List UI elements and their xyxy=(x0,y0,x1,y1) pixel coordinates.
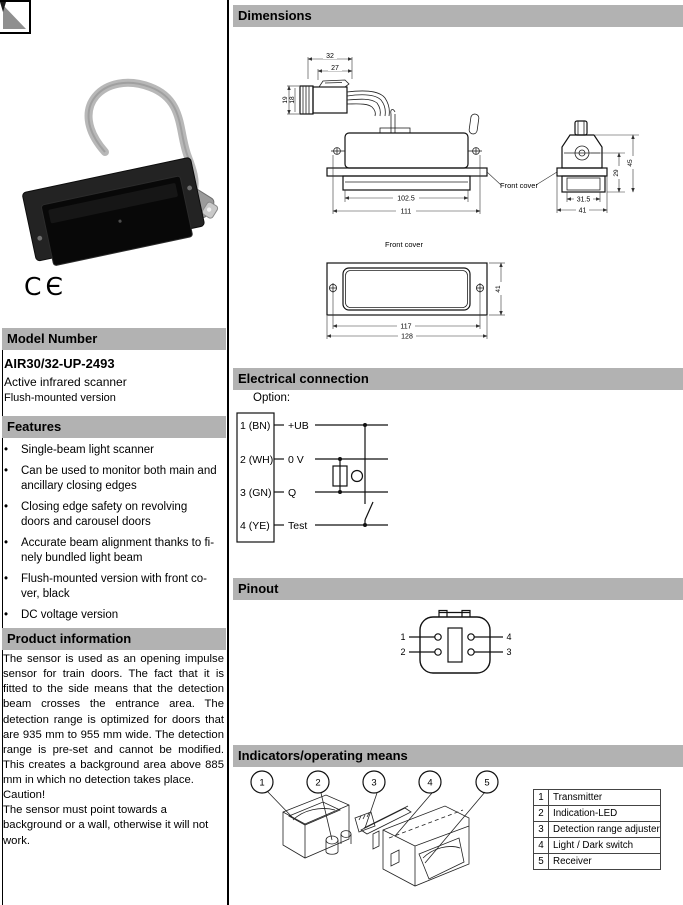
svg-text:0 V: 0 V xyxy=(288,454,304,466)
svg-text:41: 41 xyxy=(495,285,502,293)
front-cover-callout: Front cover xyxy=(500,181,538,190)
svg-text:Test: Test xyxy=(288,520,308,532)
svg-text:1: 1 xyxy=(400,632,406,642)
legend-row: 3 Detection range adjuster xyxy=(534,822,661,838)
lamp-symbol xyxy=(352,471,363,482)
ce-mark: CЄ xyxy=(24,272,67,301)
svg-text:Q: Q xyxy=(288,487,297,499)
product-info-paragraph: The sensor is used as an opening impulse sensor for train doors. The fact that it is fitted to the side means that the detection beam crosses the entrance area. The detection range is optimized for doors that are 935 mm to 955 mm wide. The detection range is pre-set and cannot be modified. This creates a background area above 885 mm in which no detection takes place. xyxy=(3,653,224,786)
front-cover-title: Front cover xyxy=(385,240,423,249)
svg-text:45: 45 xyxy=(627,159,634,167)
electrical-diagram xyxy=(233,408,683,553)
svg-text:18: 18 xyxy=(289,96,296,104)
model-number-header: Model Number xyxy=(2,328,226,350)
model-number-value: AIR30/32-UP-2493 xyxy=(4,356,115,371)
product-info-body xyxy=(3,652,224,849)
wiring xyxy=(315,423,388,527)
dim-front-cover-view xyxy=(327,240,505,341)
model-subtitle: Active infrared scanner xyxy=(4,375,127,389)
feature-item: • DC voltage version xyxy=(4,609,119,622)
product-photo xyxy=(10,52,228,277)
pinout-connector xyxy=(420,611,490,674)
bullet-icon: • xyxy=(4,501,9,514)
svg-text:2: 2 xyxy=(315,777,321,789)
svg-text:3: 3 xyxy=(371,777,377,789)
svg-text:32: 32 xyxy=(326,53,334,60)
product-info-header: Product information xyxy=(2,628,226,650)
switch-symbol xyxy=(365,502,373,520)
sensor-internals-illustration xyxy=(283,795,469,886)
pinout-diagram xyxy=(233,605,683,690)
svg-text:29: 29 xyxy=(613,169,620,177)
indicators-header: Indicators/operating means xyxy=(233,745,683,767)
product-info-note: The sensor must point towards a background or a wall, otherwise it will not work. xyxy=(3,804,209,847)
photo-sensor-body xyxy=(22,157,206,269)
dim-side-view-right xyxy=(557,121,639,215)
product-info-caution: Caution! xyxy=(3,789,46,802)
pinout-header: Pinout xyxy=(233,578,683,600)
feature-item: • Single-beam light scanner xyxy=(4,444,154,456)
svg-text:1: 1 xyxy=(259,777,265,789)
features-header: Features xyxy=(2,416,226,438)
svg-text:19: 19 xyxy=(282,96,289,104)
legend-row: 1 Transmitter xyxy=(534,790,661,806)
svg-text:4 (YE): 4 (YE) xyxy=(240,520,270,532)
svg-text:117: 117 xyxy=(400,323,412,331)
callout-circles xyxy=(251,771,498,793)
svg-text:41: 41 xyxy=(578,207,587,215)
dim-front-view xyxy=(327,110,557,216)
svg-text:3: 3 xyxy=(506,647,512,657)
svg-text:27: 27 xyxy=(331,65,339,72)
feature-item: • Closing edge safety on revolving doors and carousel doors xyxy=(4,501,188,528)
svg-text:2: 2 xyxy=(400,647,406,657)
feature-item: • Accurate beam alignment thanks to fi- nely bundled light beam xyxy=(4,537,215,564)
svg-text:+UB: +UB xyxy=(288,420,309,432)
svg-text:102.5: 102.5 xyxy=(397,195,415,203)
dimensions-diagram xyxy=(233,30,683,362)
bullet-icon: • xyxy=(4,465,9,478)
svg-text:1 (BN): 1 (BN) xyxy=(240,420,271,432)
electrical-header: Electrical connection xyxy=(233,368,683,390)
svg-text:128: 128 xyxy=(401,333,413,341)
features-list xyxy=(4,443,226,630)
bullet-icon: • xyxy=(4,444,9,456)
dim-connector-side-view xyxy=(282,52,479,134)
svg-text:31.5: 31.5 xyxy=(576,196,591,204)
svg-text:2 (WH): 2 (WH) xyxy=(240,454,274,466)
callout-leaders xyxy=(267,791,485,863)
model-variant: Flush-mounted version xyxy=(4,392,116,404)
svg-text:4: 4 xyxy=(506,632,512,642)
svg-text:5: 5 xyxy=(484,777,490,789)
indicators-legend-table xyxy=(533,789,661,870)
bullet-icon: • xyxy=(4,573,9,586)
legend-row: 4 Light / Dark switch xyxy=(534,838,661,854)
dimensions-header: Dimensions xyxy=(233,5,683,27)
signal-labels xyxy=(274,420,309,532)
feature-item: • Flush-mounted version with front co- ver, black xyxy=(4,573,207,600)
svg-text:3 (GN): 3 (GN) xyxy=(240,487,272,499)
svg-text:111: 111 xyxy=(400,208,412,216)
legend-row: 2 Indication-LED xyxy=(534,806,661,822)
bullet-icon: • xyxy=(4,537,9,550)
bullet-icon: • xyxy=(4,609,9,622)
corner-logo xyxy=(0,0,34,36)
feature-item: • Can be used to monitor both main and ancillary closing edges xyxy=(4,465,217,492)
terminal-box xyxy=(237,413,274,542)
legend-row: 5 Receiver xyxy=(534,854,661,870)
svg-text:4: 4 xyxy=(427,777,433,789)
electrical-option-label: Option: xyxy=(253,392,291,404)
